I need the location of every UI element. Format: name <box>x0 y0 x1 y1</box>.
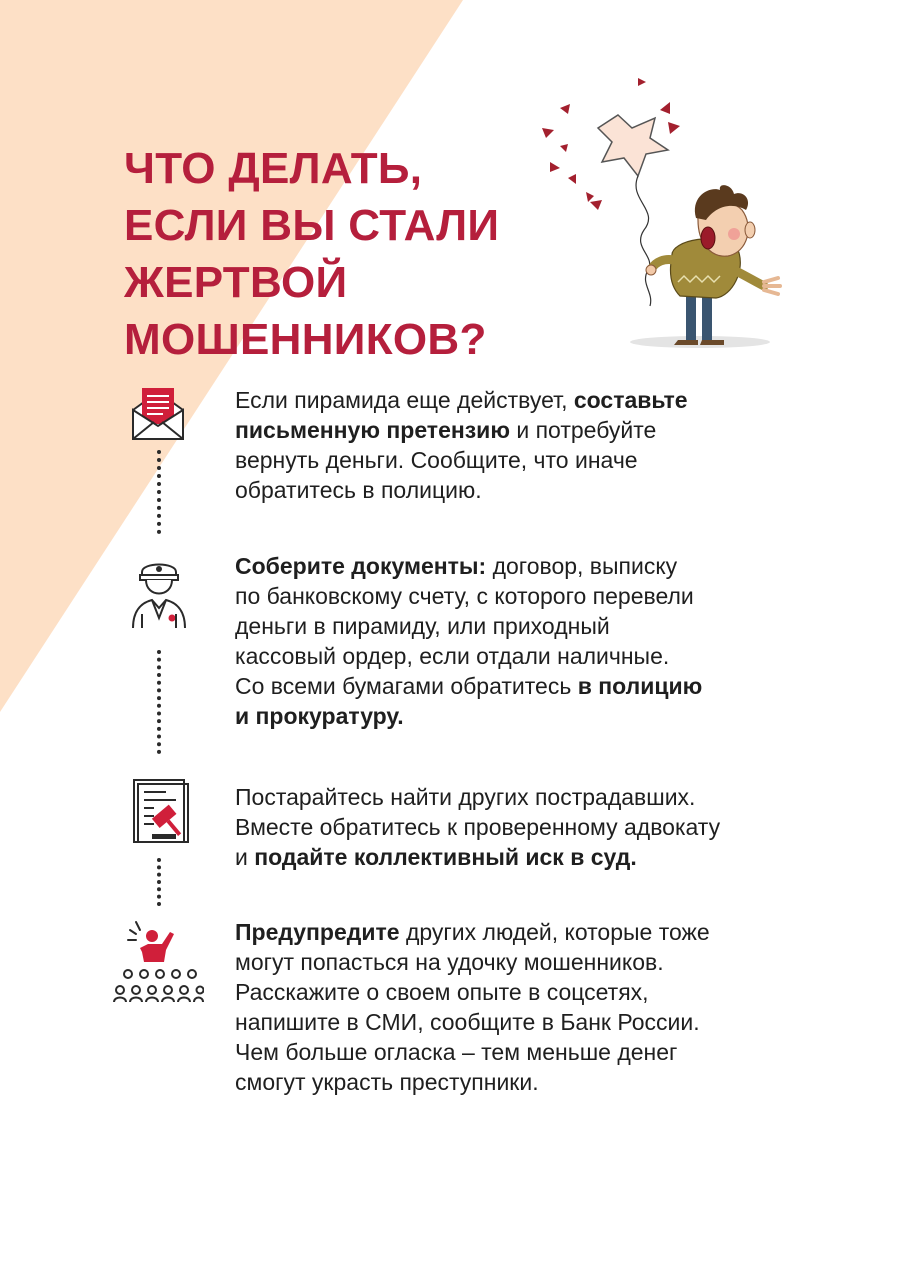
title-line: ЕСЛИ ВЫ СТАЛИ <box>124 201 500 250</box>
text-run: других людей, которые тоже <box>399 919 710 945</box>
title-line: ЖЕРТВОЙ <box>124 258 348 307</box>
timeline-dots <box>157 450 161 534</box>
crowd-speaker-icon <box>112 918 204 1004</box>
bold-text-run: Соберите документы: <box>235 553 487 579</box>
text-run: и потребуйте <box>509 417 657 443</box>
text-run: Расскажите о своем опыте в соцсетях, <box>235 979 649 1005</box>
court-document-gavel-icon <box>132 778 190 844</box>
text-run: Со всеми бумагами обратитесь <box>235 673 578 699</box>
police-officer-icon <box>130 558 188 630</box>
bold-text-run: составьте <box>573 387 688 413</box>
bold-text-run: в полицию <box>577 673 703 699</box>
timeline-dots <box>157 650 161 754</box>
step-4-text <box>235 917 815 1097</box>
text-run: вернуть деньги. Сообщите, что иначе <box>235 447 638 473</box>
bold-text-run: Предупредите <box>235 919 400 945</box>
page-title <box>124 140 499 368</box>
title-line: МОШЕННИКОВ? <box>124 315 487 364</box>
surprised-man-balloon-illustration <box>520 70 790 360</box>
text-run: договор, выписку <box>486 553 678 579</box>
bold-text-run: подайте коллективный иск в суд. <box>254 844 637 870</box>
step-2-text <box>235 551 815 731</box>
text-run: по банковскому счету, с которого перевели <box>235 583 694 609</box>
text-run: обратитесь в полицию. <box>235 477 482 503</box>
text-run: напишите в СМИ, сообщите в Банк России. <box>235 1009 700 1035</box>
text-run: смогут украсть преступники. <box>235 1069 539 1095</box>
bold-text-run: и прокуратуру. <box>235 703 404 729</box>
step-1-text <box>235 385 815 505</box>
timeline-dots <box>157 858 161 906</box>
text-run: кассовый ордер, если отдали наличные. <box>235 643 670 669</box>
step-3-text <box>235 782 815 872</box>
text-run: Если пирамида еще действует, <box>235 387 574 413</box>
title-line: ЧТО ДЕЛАТЬ, <box>124 144 423 193</box>
text-run: Чем больше огласка – тем меньше денег <box>235 1039 678 1065</box>
envelope-letter-icon <box>130 386 186 442</box>
text-run: Вместе обратитесь к проверенному адвокату <box>235 814 721 840</box>
text-run: могут попасться на удочку мошенников. <box>235 949 664 975</box>
text-run: и <box>235 844 255 870</box>
text-run: Постарайтесь найти других пострадавших. <box>235 784 696 810</box>
bold-text-run: письменную претензию <box>235 417 510 443</box>
text-run: деньги в пирамиду, или приходный <box>235 613 610 639</box>
